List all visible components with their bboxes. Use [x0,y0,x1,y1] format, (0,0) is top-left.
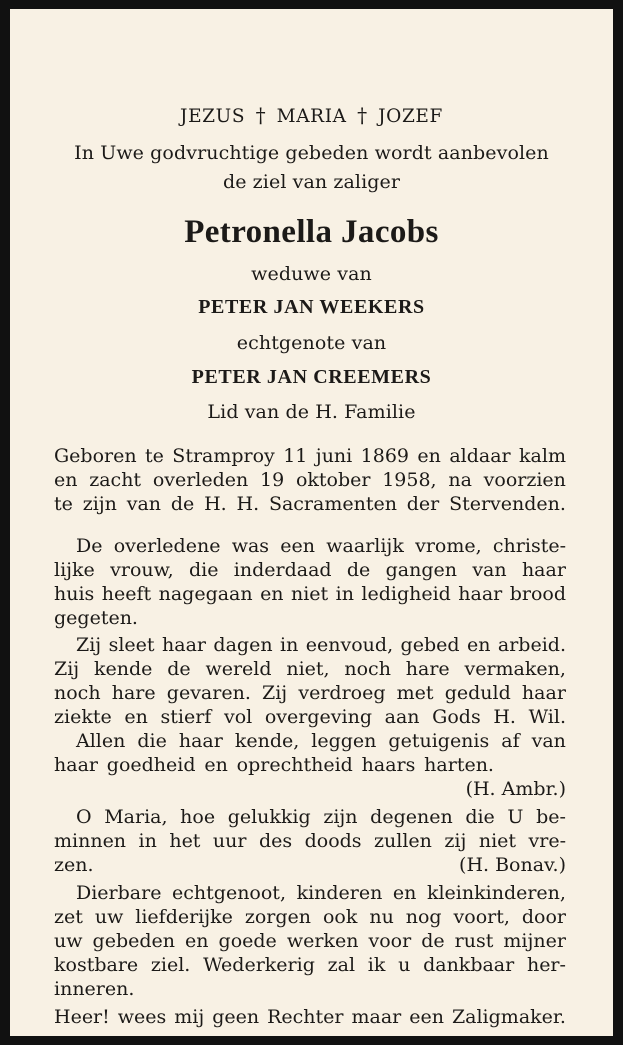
word: rust [454,930,494,952]
word: gebeden [92,930,175,952]
word: uur [212,830,247,852]
word: met [396,682,434,704]
word: en [260,583,284,605]
word: heeft [101,583,152,605]
word: noch [54,682,101,704]
paragraph-line [54,657,566,681]
word: 1958, [382,469,437,491]
word: Rechter [267,1006,344,1028]
word: uw [54,930,83,952]
word: Allen [76,730,126,752]
word: Zij [54,658,80,680]
word: de [346,559,371,581]
word: die [465,806,495,828]
word: gebed [400,634,460,656]
word: in [138,830,157,852]
word: niet [478,830,517,852]
paragraph-line [54,582,566,606]
word: voort, [453,906,510,928]
word: H. [236,493,260,515]
word: de [170,493,195,515]
word: christe- [492,535,566,557]
word: overledene [113,535,221,557]
word: en [466,634,491,656]
word: zorgen [244,906,312,928]
paragraph-line [54,705,566,729]
word: en [54,469,78,491]
word: de [167,658,191,680]
word: be- [536,806,566,828]
word: aldaar [449,445,511,467]
word: oprechtheid [236,754,353,776]
word: degenen [370,806,453,828]
intro-line: de ziel van zaliger [222,171,401,193]
paragraph-line [54,977,566,1001]
word: Heer! [54,1006,110,1028]
word: kostbare [54,954,139,976]
word: uw [94,906,124,928]
word: kende [93,658,153,680]
word: noch [344,658,391,680]
word: dagen [213,634,273,656]
word: de [421,930,445,952]
word: het [169,830,201,852]
word: arbeid. [497,634,566,656]
word: overleden [152,469,249,491]
word: zal [327,954,356,976]
word: doods [304,830,362,852]
word: wees [117,1006,167,1028]
word: lijke [54,559,95,581]
word: haar [458,583,503,605]
word: hare [111,682,156,704]
word: wereld [205,658,272,680]
invocation-line [10,103,613,129]
spouse-of-label: echtgenote van [236,332,387,354]
word: een [409,1006,444,1028]
paragraph-line [76,534,566,558]
word: brood [509,583,566,605]
paragraph-line [54,606,566,630]
word: in [280,634,299,656]
word: die [137,730,167,752]
word: vermaken, [464,658,566,680]
paragraph-line [76,633,566,657]
word: ledigheid [361,583,451,605]
word: aan [384,706,420,728]
word: nagegaan [158,583,253,605]
word: en [392,882,417,904]
word: U [507,806,524,828]
paragraph-line [54,681,566,705]
word: Wederkerig [203,954,315,976]
word: van [531,730,566,752]
word: Stervenden. [449,493,566,515]
deceased-name: Petronella Jacobs [184,214,439,250]
word: kende, [234,730,300,752]
word: liefderijke [135,906,233,928]
invocation-word: JOZEF [378,106,443,127]
intro-line: In Uwe godvruchtige gebeden wordt aanbevolen [74,142,549,164]
word: echtgenoot, [172,882,286,904]
word: getuigenis [388,730,490,752]
word: Maria, [104,806,168,828]
word: en [185,930,209,952]
widow-of-label: weduwe van [251,263,372,285]
word: zen. [54,854,94,876]
word: dankbaar [423,954,515,976]
word: ik [367,954,386,976]
word: was [231,535,270,557]
word: te [54,493,73,515]
word: te [145,445,164,467]
word: H. [493,706,516,728]
word: vre- [528,830,566,852]
attribution-bonav: (H. Bonav.) [459,854,566,876]
word: De [76,535,103,557]
word: kinderen [296,882,383,904]
word: juni [315,445,353,467]
word: zij [444,830,467,852]
invocation-word: JEZUS [180,106,246,127]
word: vol [223,706,253,728]
cross-icon: † [255,103,267,127]
word: leggen [311,730,377,752]
word: ziel. [150,954,191,976]
word: door [521,906,566,928]
word: 19 [260,469,285,491]
birth-death-line [54,468,566,492]
word: ziekte [54,706,112,728]
word: voorzien [483,469,566,491]
word: goede [218,930,277,952]
word: Sacramenten [268,493,397,515]
word: kleinkinderen, [426,882,566,904]
word: geduld [444,682,511,704]
word: huis [54,583,95,605]
word: haar [521,682,566,704]
word: vrome, [415,535,482,557]
attribution-ambr: (H. Ambr.) [465,778,566,800]
word: vrouw, [110,559,174,581]
word: Zij [76,634,102,656]
word: oktober [295,469,371,491]
word: en [124,706,148,728]
paragraph-line [76,729,566,753]
word: maar [351,1006,402,1028]
word: Stramproy [172,445,275,467]
word: Geboren [54,445,137,467]
word: Dierbare [76,882,162,904]
word: haar [162,634,206,656]
word: Gods [432,706,481,728]
word: inderdaad [233,559,332,581]
second-husband-name: PETER JAN CREEMERS [191,366,432,388]
word: des [258,830,293,852]
paragraph-line [76,805,566,829]
paragraph-line [54,953,566,977]
word: van [126,493,162,515]
paragraph-line [54,929,566,953]
word: die [188,559,219,581]
word: hoe [180,806,216,828]
word: gangen [385,559,457,581]
word: Zij [262,682,288,704]
word: waarlijk [326,535,404,557]
word: verdroeg [298,682,386,704]
word: inneren. [54,978,135,1000]
word: geen [212,1006,260,1028]
word: voor [368,930,412,952]
word: 11 [283,445,308,467]
word: haar [54,754,98,776]
attribution-line [54,777,566,801]
word: en [417,445,441,467]
word: minnen [54,830,127,852]
paragraph-line [54,558,566,582]
word: der [406,493,440,515]
word: goedheid [106,754,196,776]
paragraph-line [54,753,494,777]
word: in [335,583,354,605]
word: en [204,754,228,776]
word: haar [178,730,223,752]
word: werken [286,930,359,952]
word: hare [405,658,450,680]
word: zullen [374,830,432,852]
birth-death-line [54,444,566,468]
word: na [448,469,472,491]
word: 1869 [360,445,410,467]
first-husband-name: PETER JAN WEEKERS [198,296,425,318]
paragraph-line [54,853,566,877]
word: O [76,806,92,828]
word: haars [361,754,416,776]
paragraph-line [54,905,566,929]
word: ook [322,906,358,928]
word: her- [526,954,566,976]
word: niet, [286,658,330,680]
cross-icon: † [357,103,368,127]
word: overgeving [264,706,372,728]
paragraph-line [54,829,566,853]
word: gevaren. [166,682,251,704]
closing-prayer-line [54,1005,566,1029]
word: H. [204,493,227,515]
paragraph-line [76,881,566,905]
word: nu [369,906,394,928]
word: gegeten. [54,607,138,629]
word: mijner [503,930,566,952]
word: zijn [82,493,117,515]
memorial-card [10,9,613,1036]
word: gelukkig [227,806,311,828]
word: van [472,559,507,581]
word: zijn [323,806,358,828]
word: af [501,730,520,752]
birth-death-line [54,492,566,516]
word: niet [290,583,329,605]
word: haar [521,559,566,581]
word: Zaligmaker. [451,1006,566,1028]
word: een [280,535,316,557]
word: zacht [89,469,142,491]
word: zet [54,906,83,928]
word: nog [405,906,442,928]
word: u [398,954,411,976]
membership-line: Lid van de H. Familie [207,401,416,423]
word: harten. [424,754,494,776]
word: eenvoud, [305,634,394,656]
word: sleet [108,634,155,656]
invocation-word: MARIA [276,106,347,127]
word: Wil. [528,706,566,728]
word: kalm [519,445,566,467]
word: mij [174,1006,205,1028]
word: stierf [160,706,212,728]
